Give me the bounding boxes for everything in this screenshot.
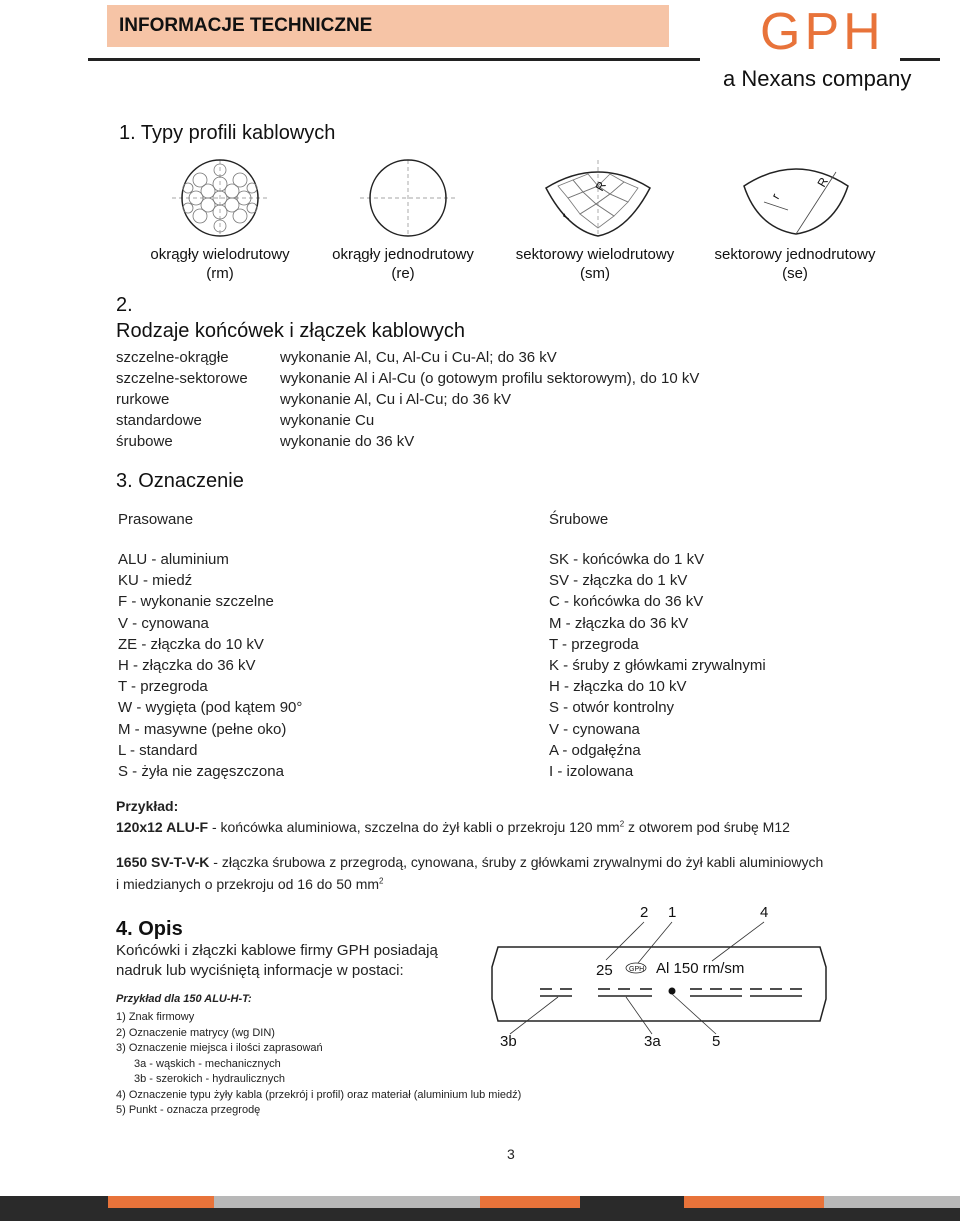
callout-2: 2 [640,904,649,921]
code-item: L - standard [118,741,198,759]
code-item: K - śruby z główkami zrywalnymi [549,657,766,675]
svg-text:R: R [814,174,831,190]
fitting-row [116,389,916,410]
profile-sm-code: (sm) [580,265,610,282]
code-item: S - otwór kontrolny [549,699,675,717]
connector-diagram [480,895,840,1055]
svg-text:R: R [592,178,609,194]
fitting-type: szczelne-sektorowe [116,370,248,387]
section4-desc-line2: nadruk lub wyciśniętą informacje w postaci: [116,962,404,979]
opis-note: 1) Znak firmowy [116,1011,195,1023]
code-item: SK - końcówka do 1 kV [549,551,705,568]
footer-bar-orange [480,1196,580,1208]
footer-bar-base [0,1208,960,1221]
example-2-sup: 2 [379,876,384,886]
footer-bar-dark [0,1196,108,1208]
opis-subnote: 3b - szerokich - hydraulicznych [134,1073,286,1085]
section2-title: Rodzaje końcówek i złączek kablowych [116,320,466,342]
code-item: KU - miedź [118,572,193,590]
opis-example-heading: Przykład dla 150 ALU-H-T: [116,993,252,1005]
profile-re-name: okrągły jednodrutowy [332,246,474,263]
header-rule [88,58,700,61]
code-item: SV - złączka do 1 kV [549,572,688,590]
fitting-type: szczelne-okrągłe [116,349,229,366]
callout-3a: 3a [644,1033,661,1050]
profile-se-name: sektorowy jednodrutowy [714,246,876,263]
footer-bar-orange [684,1196,824,1208]
svg-text:r: r [768,191,783,202]
footer-bar-orange [108,1196,214,1208]
code-item: V - cynowana [549,720,640,738]
example-label: Przykład: [116,798,179,814]
section4-desc-line1: Końcówki i złączki kablowe firmy GPH posiadają [116,942,438,959]
fitting-desc: wykonanie Cu [280,412,375,429]
callout-5: 5 [712,1033,721,1050]
section3-title: 3. Oznaczenie [116,470,244,492]
profile-rm-caption [130,245,310,283]
profile-re-icon [358,158,458,238]
opis-note: 2) Oznaczenie matrycy (wg DIN) [116,1026,275,1039]
page-number: 3 [507,1146,515,1162]
code-item: V - cynowana [118,614,209,632]
profile-re-code: (re) [391,265,415,282]
footer-bar-dark [580,1196,684,1208]
code-item: H - złączka do 36 kV [118,657,256,675]
example-2-text: - złączka śrubowa z przegrodą, cynowana, śruby z główkami zrywalnymi do żył kabli aluminiowych [209,854,824,870]
connector-body [492,947,826,1021]
section1-title: 1. Typy profili kablowych [119,122,336,144]
fitting-desc: wykonanie Al, Cu, Al-Cu i Cu-Al; do 36 kV [280,349,557,366]
profile-rm-icon [170,158,270,238]
gph-logo: GPH [760,3,885,61]
code-item: H - złączka do 10 kV [549,678,687,696]
profile-se-code: (se) [782,265,808,282]
code-item: M - złączka do 36 kV [549,614,689,632]
section4-description [116,941,438,981]
profile-sm-name: sektorowy wielodrutowy [515,246,675,263]
code-item: T - przegroda [118,678,208,696]
callout-1: 1 [668,904,677,921]
example-1-code: 120x12 ALU-F [116,819,209,835]
code-item: ZE - złączka do 10 kV [118,635,264,653]
logo-subtitle: a Nexans company [723,66,912,91]
profile-sm-icon [538,158,658,238]
code-item: I - izolowana [549,763,634,781]
partition-dot [669,988,676,995]
example-2-code: 1650 SV-T-V-K [116,854,210,870]
footer-bar-gray [824,1196,960,1208]
print-logo: GPH [629,966,645,973]
crimped-heading: Prasowane [118,511,194,528]
code-item: W - wygięta (pod kątem 90° [118,699,303,717]
example-1-text: - końcówka aluminiowa, szczelna do żył kabli o przekroju 120 mm [208,819,620,835]
example-1-tail: z otworem pod śrubę M12 [624,819,790,835]
code-item: S - żyła nie zagęszczona [118,763,284,781]
fitting-desc: wykonanie Al, Cu i Al-Cu; do 36 kV [280,391,511,408]
opis-note: 5) Punkt - oznacza przegrodę [116,1104,261,1116]
code-item: A - odgałęźna [549,741,641,759]
profile-rm-name: okrągły wielodrutowy [150,246,290,263]
profile-se-icon [736,158,856,238]
fitting-desc: wykonanie do 36 kV [280,433,415,450]
fitting-row [116,431,916,452]
fitting-type: śrubowe [116,433,173,450]
code-item: ALU - aluminium [118,551,229,568]
bolted-heading: Śrubowe [549,511,609,528]
footer-bar-gray [214,1196,480,1208]
fitting-type: rurkowe [116,391,170,408]
fitting-desc: wykonanie Al i Al-Cu (o gotowym profilu sektorowym), do 10 kV [280,370,700,387]
callout-leaders [510,922,764,1034]
crimped-code-list [118,549,302,782]
code-item: M - masywne (pełne oko) [118,720,287,738]
opis-subnote: 3a - wąskich - mechanicznych [134,1057,281,1070]
example-1-sup: 2 [619,819,625,829]
print-type: Al 150 rm/sm [656,960,745,977]
section4-title: 4. Opis [116,918,183,940]
section2-number: 2. [116,294,133,316]
print-matrix: 25 [596,962,613,979]
header-rule-right [900,58,940,61]
fitting-type: standardowe [116,412,202,429]
code-item: F - wykonanie szczelne [118,593,274,611]
code-item: C - końcówka do 36 kV [549,593,704,611]
opis-note: 3) Oznaczenie miejsca i ilości zaprasowań [116,1042,323,1054]
example-2-line2-text: i miedzianych o przekroju od 16 do 50 mm [116,876,380,892]
example-2 [116,854,916,870]
profile-rm-code: (rm) [206,265,234,282]
callout-3b: 3b [500,1033,517,1050]
example-2-line2 [116,876,383,892]
opis-notes [116,1010,521,1119]
fitting-row [116,347,916,368]
profile-sm-caption [500,245,690,283]
bolted-code-list [549,549,766,782]
header-banner-title: INFORMACJE TECHNICZNE [119,15,373,36]
fitting-row [116,368,916,389]
fitting-row [116,410,916,431]
code-item: T - przegroda [549,635,639,653]
opis-note: 4) Oznaczenie typu żyły kabla (przekrój i profil) oraz materiał (aluminium lub miedź) [116,1088,522,1101]
svg-text:r: r [558,211,573,222]
callout-4: 4 [760,904,769,921]
example-1 [116,819,790,835]
section2-table [116,347,916,452]
profile-re-caption [313,245,493,283]
profile-se-caption [700,245,890,283]
